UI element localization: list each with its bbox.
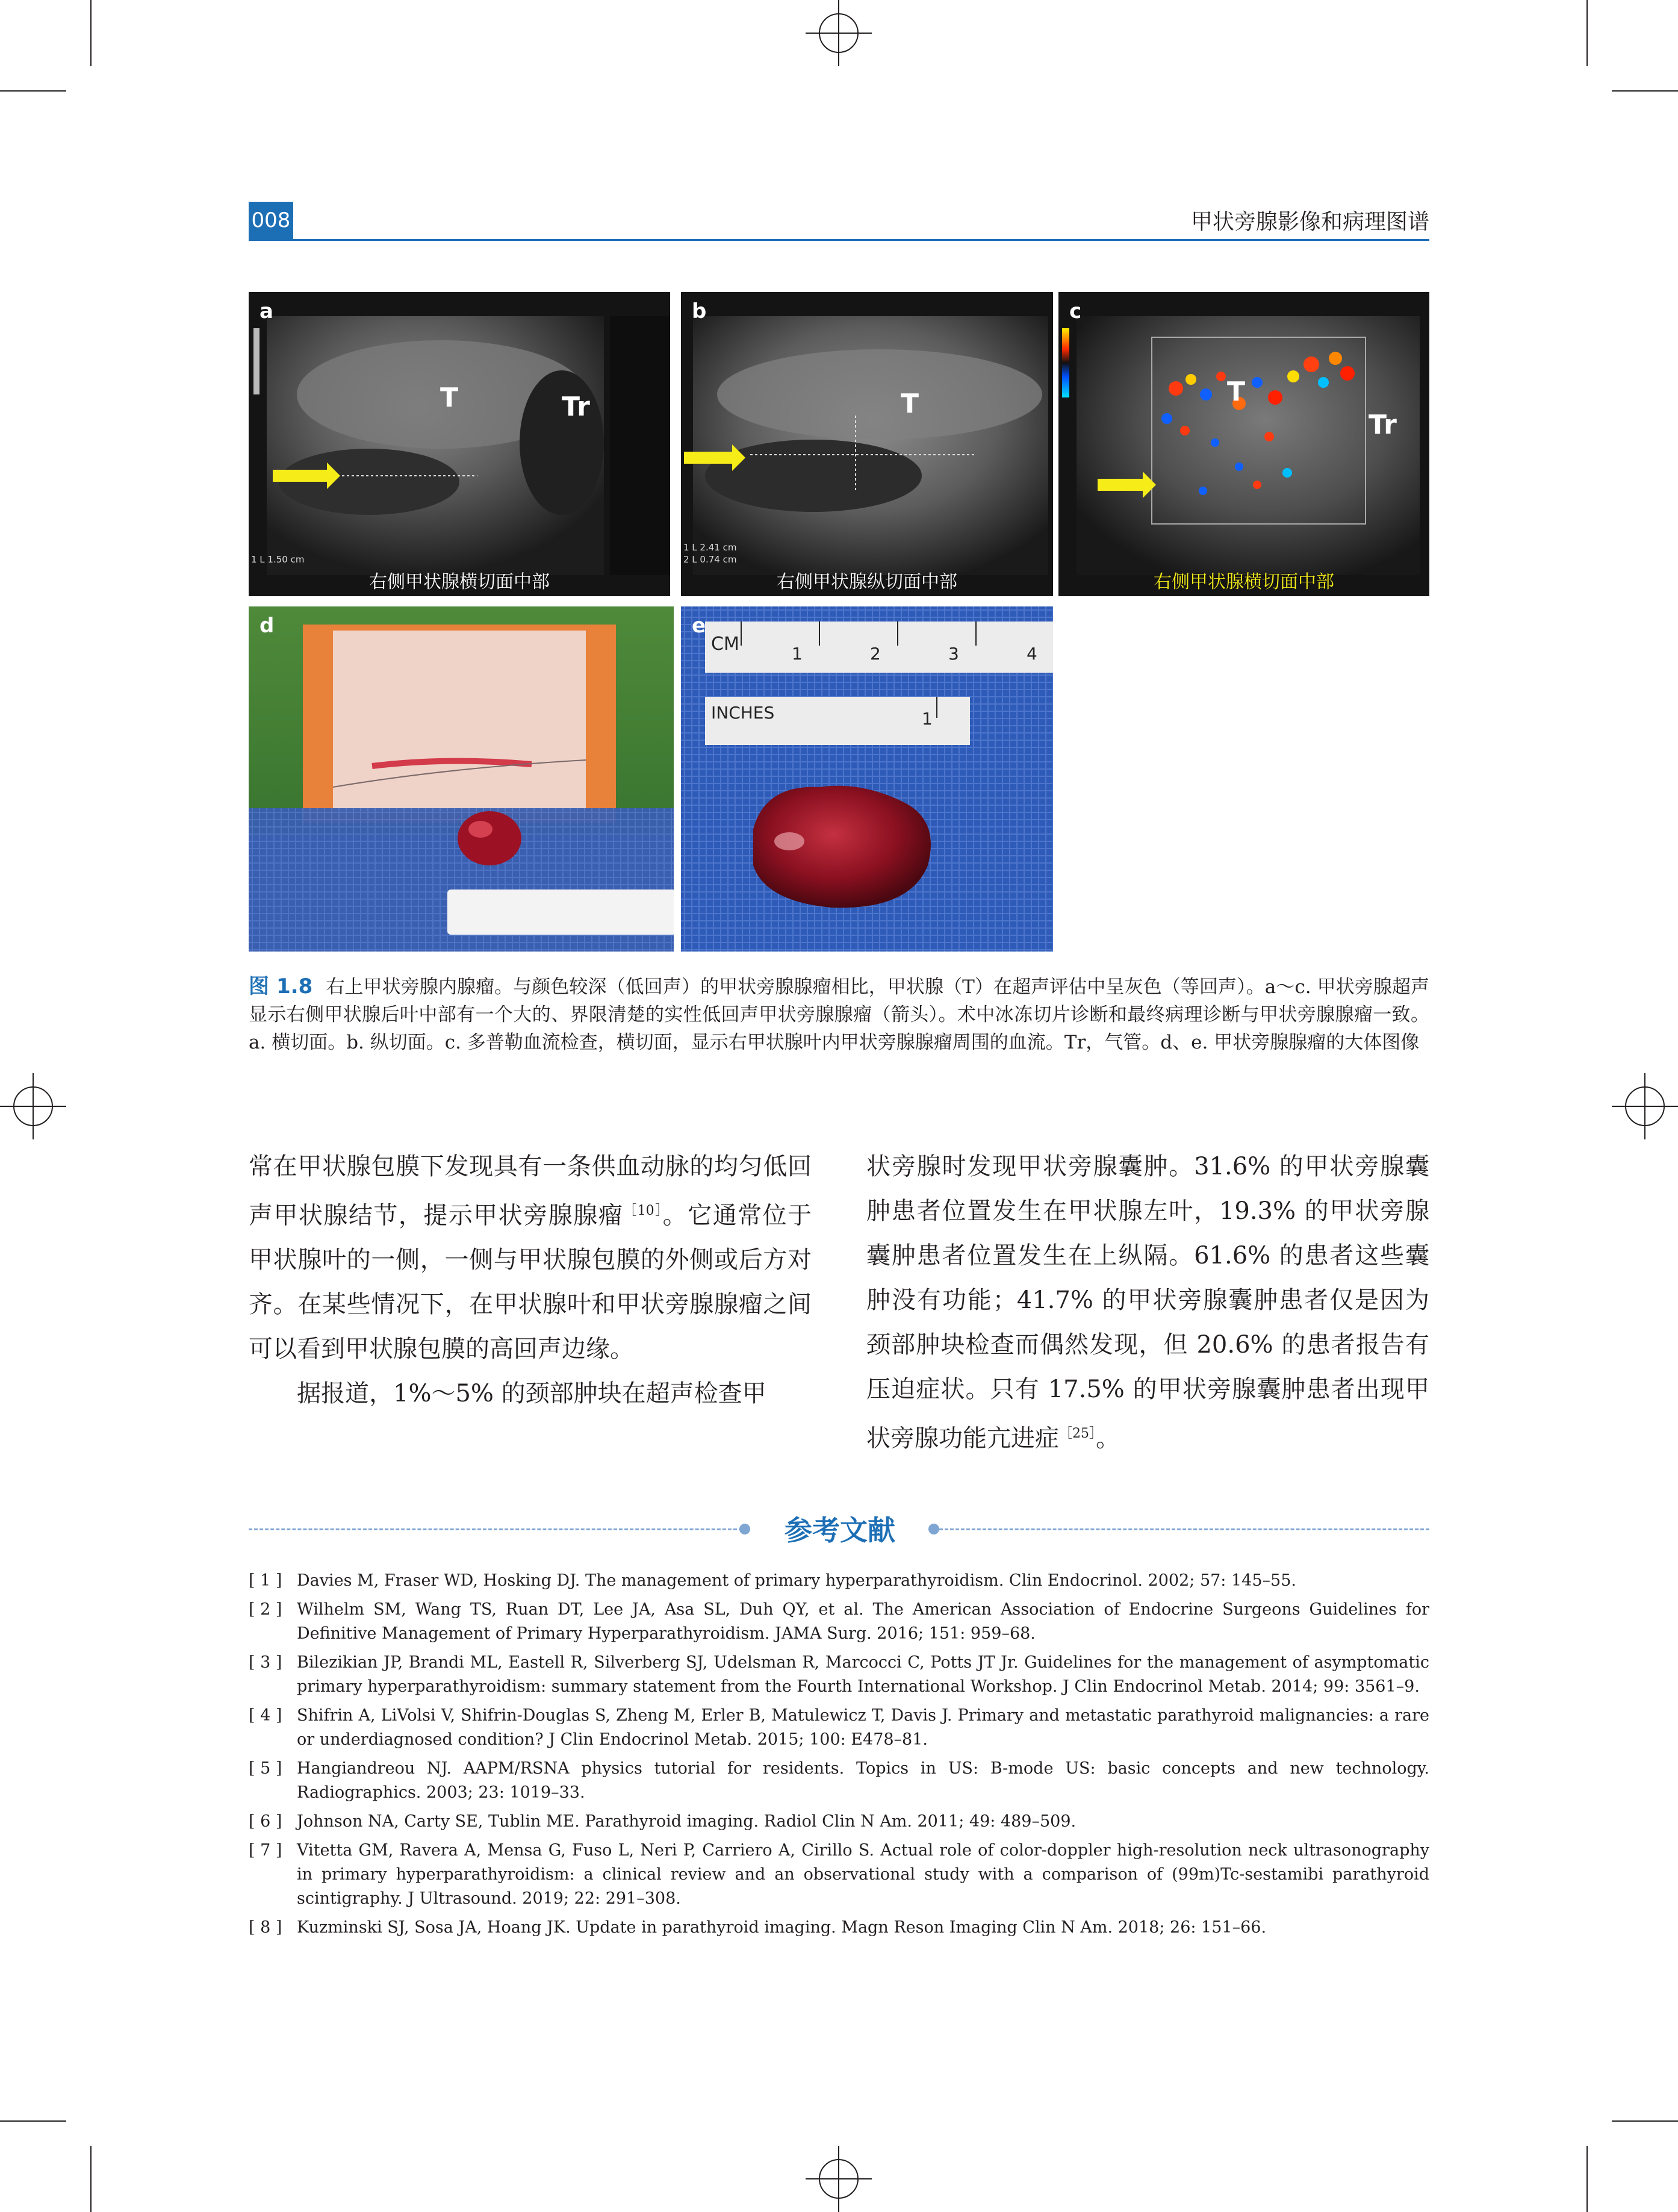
- reference-item: [ 3 ] Bilezikian JP, Brandi ML, Eastell R, Silverberg SJ, Udelsman R, Marcocci C, Potts JT Jr. Guidelines for the management of asymptomatic primary hyperparathyroidism: summary statement from the Fourth International Workshop. J Clin Endocrinol Metab. 2014; 99: 3561–9.: [249, 1653, 1429, 1696]
- panel-letter: e: [692, 614, 706, 638]
- specimen-photo: [681, 606, 1053, 952]
- thyroid-label: T: [1227, 376, 1246, 407]
- paragraph: 常在甲状腺包膜下发现具有一条供血动脉的均匀低回声甲状腺结节，提示甲状旁腺腺瘤$^{[10]}$。它通常位于甲状腺叶的一侧，一侧与甲状腺包膜的外侧或后方对齐。在某些情况下，在甲状腺叶和甲状旁腺腺瘤之间可以看到甲状腺包膜的高回声边缘。: [249, 1153, 812, 1363]
- registration-mark: [806, 2146, 872, 2212]
- ultrasound-image: [681, 292, 1053, 596]
- running-title: 甲状旁腺影像和病理图谱: [1190, 210, 1429, 234]
- trachea-label: Tr: [562, 391, 590, 422]
- ruler-tick-label: 3: [948, 644, 959, 664]
- surgical-photo: [249, 606, 674, 952]
- figure-caption-text: 右上甲状旁腺内腺瘤。与颜色较深（低回声）的甲状旁腺腺瘤相比，甲状腺（T）在超声评估中呈灰色（等回声）。a～c. 甲状旁腺超声显示右侧甲状腺后叶中部有一个大的、界限清楚的实性低回声甲状旁腺腺瘤（箭头）。术中冰冻切片诊断和最终病理诊断与甲状旁腺腺瘤一致。a. 横切面。b. 纵切面。c. 多普勒血流检查，横切面，显示右甲状腺叶内甲状旁腺腺瘤周围的血流。Tr，气管。d、e. 甲状旁腺腺瘤的大体图像: [249, 976, 1429, 1053]
- thyroid-label: T: [901, 388, 919, 419]
- body-column-right: [866, 1144, 1429, 1460]
- ruler-tick-label: 4: [1027, 644, 1037, 664]
- crop-mark: [1612, 90, 1678, 92]
- citation: ［10］: [623, 1203, 663, 1218]
- crop-mark: [0, 2120, 66, 2122]
- panel-caption: 右侧甲状腺横切面中部: [369, 572, 550, 593]
- ruler-tick-label: 2: [870, 644, 881, 664]
- reference-item: [ 6 ] Johnson NA, Carty SE, Tublin ME. Parathyroid imaging. Radiol Clin N Am. 2011; 49: 489–509.: [249, 1812, 1077, 1831]
- ruler-tick-label: 1: [922, 709, 933, 729]
- divider: [249, 1528, 742, 1530]
- reference-item: [ 7 ] Vitetta GM, Ravera A, Mensa G, Fuso L, Neri P, Carriero A, Cirillo S. Actual role of color-doppler high-resolution neck ultrasonography in primary hyperparathyroidism: a clinical review and an observational study with a comparison of (99m)Tc-sestamibi parathyroid scintigraphy. J Ultrasound. 2019; 22: 291–308.: [249, 1841, 1429, 1908]
- crop-mark: [1612, 2120, 1678, 2122]
- panel-letter: a: [259, 299, 273, 323]
- figure-caption: [249, 970, 1429, 1056]
- references-heading: 参考文献: [785, 1514, 895, 1547]
- ruler-cm-label: CM: [711, 634, 739, 655]
- registration-mark: [806, 0, 872, 66]
- ruler-tick-label: 1: [792, 644, 803, 664]
- paragraph: 据报道，1%～5% 的颈部肿块在超声检查甲: [297, 1380, 766, 1408]
- reference-item: [ 2 ] Wilhelm SM, Wang TS, Ruan DT, Lee JA, Asa SL, Duh QY, et al. The American Association of Endocrine Surgeons Guidelines for Definitive Management of Primary Hyperparathyroidism. JAMA Surg. 2016; 151: 959–68.: [249, 1600, 1429, 1643]
- registration-mark: [0, 1073, 66, 1139]
- crop-mark: [0, 90, 66, 92]
- crop-mark: [1586, 0, 1588, 66]
- reference-item: [ 1 ] Davies M, Fraser WD, Hosking DJ. The management of primary hyperparathyroidism. Clin Endocrinol. 2002; 57: 145–55.: [249, 1571, 1296, 1590]
- reference-item: [ 4 ] Shifrin A, LiVolsi V, Shifrin-Douglas S, Zheng M, Erler B, Matulewicz T, Davis J. Primary and metastatic parathyroid malignancies: a rare or underdiagnosed condition? J Clin Endocrinol Metab. 2015; 100: E478–81.: [249, 1706, 1429, 1749]
- panel-letter: c: [1069, 299, 1082, 323]
- reference-item: [ 5 ] Hangiandreou NJ. AAPM/RSNA physics tutorial for residents. Topics in US: B-mode US: basic concepts and new technology. Radiographics. 2003; 23: 1019–33.: [249, 1759, 1429, 1802]
- measurement-readout: 2 L 0.74 cm: [683, 554, 737, 565]
- paragraph: 状旁腺时发现甲状旁腺囊肿。31.6% 的甲状旁腺囊肿患者位置发生在甲状腺左叶，19.3% 的甲状旁腺囊肿患者位置发生在上纵隔。61.6% 的患者这些囊肿没有功能；41.7% 的甲状旁腺囊肿患者仅是因为颈部肿块检查而偶然发现，但 20.6% 的患者报告有压迫症状。只有 17.5% 的甲状旁腺囊肿患者出现甲状旁腺功能亢进症$^{[25]}$。: [866, 1153, 1429, 1453]
- ultrasound-image: [249, 292, 670, 596]
- doppler-image: [1058, 292, 1429, 596]
- figure-number: 图 1.8: [249, 974, 313, 999]
- reference-list: [249, 1569, 1429, 1945]
- figure-panel-d: [249, 606, 674, 952]
- panel-letter: b: [692, 299, 707, 323]
- header-rule: [249, 239, 1429, 241]
- crop-mark: [90, 2146, 92, 2212]
- citation: ［25］: [1059, 1426, 1096, 1441]
- measurement-readout: 1 L 2.41 cm: [683, 542, 737, 553]
- panel-letter: d: [259, 614, 275, 638]
- reference-item: [ 8 ] Kuzminski SJ, Sosa JA, Hoang JK. Update in parathyroid imaging. Magn Reson Imaging Clin N Am. 2018; 26: 151–66.: [249, 1918, 1267, 1937]
- panel-caption: 右侧甲状腺横切面中部: [1154, 572, 1334, 593]
- measurement-readout: 1 L 1.50 cm: [251, 554, 305, 565]
- figure-panel-b: [681, 292, 1053, 596]
- registration-mark: [1612, 1073, 1678, 1139]
- figure-panel-e: [681, 606, 1053, 952]
- page-number: 008: [249, 202, 293, 239]
- trachea-label: Tr: [1369, 410, 1397, 440]
- figure-panel-c: [1058, 292, 1429, 596]
- body-column-left: [249, 1144, 812, 1416]
- crop-mark: [90, 0, 92, 66]
- crop-mark: [1586, 2146, 1588, 2212]
- divider-dot: [928, 1524, 939, 1534]
- panel-caption: 右侧甲状腺纵切面中部: [777, 572, 957, 593]
- divider: [939, 1528, 1429, 1530]
- thyroid-label: T: [440, 382, 459, 413]
- ruler-inches-label: INCHES: [711, 703, 775, 723]
- figure-panel-a: [249, 292, 670, 596]
